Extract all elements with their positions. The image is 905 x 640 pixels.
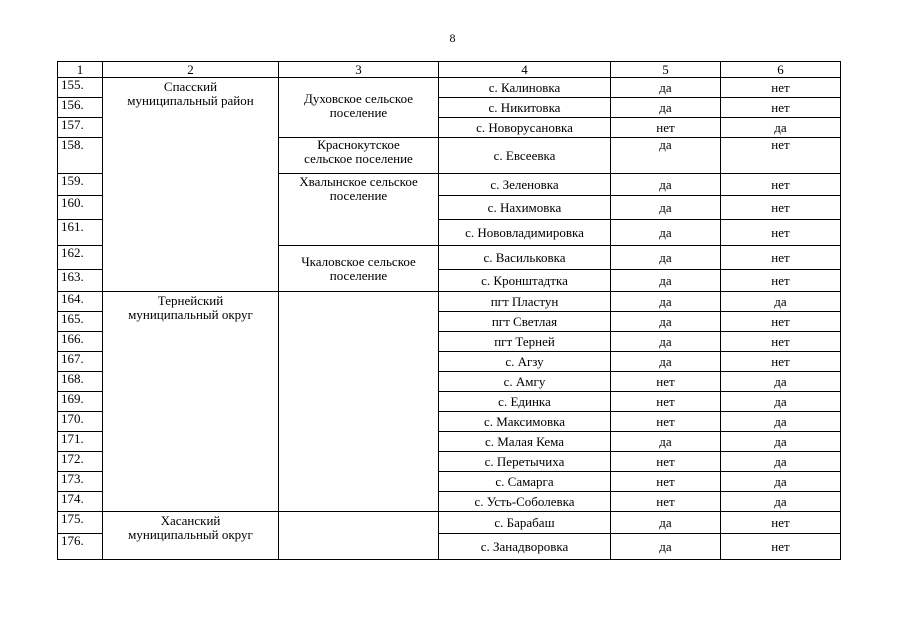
column-5-value: да	[611, 512, 721, 534]
column-6-value: нет	[721, 174, 841, 196]
locality-name: с. Занадворовка	[439, 534, 611, 560]
settlement-empty	[279, 292, 439, 512]
locality-name: с. Васильковка	[439, 246, 611, 270]
column-header: 5	[611, 62, 721, 78]
column-5-value: да	[611, 174, 721, 196]
row-number: 162.	[58, 246, 103, 270]
column-5-value: да	[611, 78, 721, 98]
column-6-value: нет	[721, 352, 841, 372]
column-6-value: да	[721, 412, 841, 432]
row-number: 155.	[58, 78, 103, 98]
page-number: 8	[449, 31, 456, 45]
column-header: 3	[279, 62, 439, 78]
column-6-value: да	[721, 432, 841, 452]
localities-table	[57, 61, 841, 560]
row-number: 173.	[58, 472, 103, 492]
column-6-value: нет	[721, 196, 841, 220]
column-6-value: нет	[721, 78, 841, 98]
column-6-value: нет	[721, 246, 841, 270]
locality-name: пгт Пластун	[439, 292, 611, 312]
column-6-value: нет	[721, 270, 841, 292]
column-5-value: да	[611, 98, 721, 118]
column-6-value: да	[721, 292, 841, 312]
table-row	[58, 292, 841, 312]
locality-name: с. Агзу	[439, 352, 611, 372]
table-header-row	[58, 62, 841, 78]
locality-name: с. Барабаш	[439, 512, 611, 534]
locality-name: с. Нахимовка	[439, 196, 611, 220]
column-header: 6	[721, 62, 841, 78]
row-number: 169.	[58, 392, 103, 412]
locality-name: с. Малая Кема	[439, 432, 611, 452]
row-number: 166.	[58, 332, 103, 352]
column-5-value: да	[611, 196, 721, 220]
column-5-value: да	[611, 246, 721, 270]
column-5-value: нет	[611, 472, 721, 492]
column-6-value: да	[721, 452, 841, 472]
locality-name: с. Амгу	[439, 372, 611, 392]
row-number: 157.	[58, 118, 103, 138]
column-6-value: нет	[721, 512, 841, 534]
locality-name: с. Калиновка	[439, 78, 611, 98]
column-6-value: нет	[721, 98, 841, 118]
locality-name: пгт Терней	[439, 332, 611, 352]
column-5-value: нет	[611, 118, 721, 138]
column-6-value: да	[721, 472, 841, 492]
row-number: 174.	[58, 492, 103, 512]
column-5-value: да	[611, 352, 721, 372]
settlement-empty	[279, 512, 439, 560]
locality-name: с. Максимовка	[439, 412, 611, 432]
row-number: 158.	[58, 138, 103, 174]
column-5-value: нет	[611, 492, 721, 512]
locality-name: с. Единка	[439, 392, 611, 412]
row-number: 160.	[58, 196, 103, 220]
row-number: 156.	[58, 98, 103, 118]
row-number: 161.	[58, 220, 103, 246]
column-header: 1	[58, 62, 103, 78]
column-5-value: да	[611, 332, 721, 352]
column-6-value: нет	[721, 332, 841, 352]
settlement-chkalovskoe: Чкаловское сельское поселение	[279, 246, 439, 292]
column-6-value: нет	[721, 312, 841, 332]
column-5-value: нет	[611, 412, 721, 432]
column-5-value: да	[611, 220, 721, 246]
locality-name: с. Перетычиха	[439, 452, 611, 472]
column-6-value: да	[721, 118, 841, 138]
district-khasansky: Хасанский муниципальный округ	[103, 512, 279, 560]
table-row	[58, 512, 841, 534]
row-number: 175.	[58, 512, 103, 534]
locality-name: с. Никитовка	[439, 98, 611, 118]
column-6-value: нет	[721, 220, 841, 246]
column-5-value: да	[611, 534, 721, 560]
column-5-value: нет	[611, 392, 721, 412]
column-6-value: да	[721, 492, 841, 512]
row-number: 170.	[58, 412, 103, 432]
column-5-value: нет	[611, 452, 721, 472]
row-number: 167.	[58, 352, 103, 372]
settlement-dukhovskoe: Духовское сельское поселение	[279, 78, 439, 138]
table-row	[58, 78, 841, 98]
column-5-value: да	[611, 432, 721, 452]
row-number: 164.	[58, 292, 103, 312]
locality-name: с. Зеленовка	[439, 174, 611, 196]
row-number: 172.	[58, 452, 103, 472]
row-number: 168.	[58, 372, 103, 392]
settlement-khvalynskoe: Хвалынское сельское поселение	[279, 174, 439, 246]
column-5-value: да	[611, 292, 721, 312]
column-header: 2	[103, 62, 279, 78]
locality-name: с. Евсеевка	[439, 138, 611, 174]
row-number: 171.	[58, 432, 103, 452]
locality-name: с. Нововладимировка	[439, 220, 611, 246]
district-spassky: Спасский муниципальный район	[103, 78, 279, 292]
column-5-value: да	[611, 270, 721, 292]
column-6-value: да	[721, 372, 841, 392]
row-number: 165.	[58, 312, 103, 332]
column-header: 4	[439, 62, 611, 78]
locality-name: пгт Светлая	[439, 312, 611, 332]
locality-name: с. Усть-Соболевка	[439, 492, 611, 512]
row-number: 159.	[58, 174, 103, 196]
column-6-value: нет	[721, 138, 841, 174]
column-6-value: да	[721, 392, 841, 412]
district-terneysky: Тернейский муниципальный округ	[103, 292, 279, 512]
row-number: 176.	[58, 534, 103, 560]
row-number: 163.	[58, 270, 103, 292]
settlement-krasnokutskoe: Краснокутское сельское поселение	[279, 138, 439, 174]
locality-name: с. Новорусановка	[439, 118, 611, 138]
locality-name: с. Самарга	[439, 472, 611, 492]
column-5-value: да	[611, 138, 721, 174]
locality-name: с. Кронштадтка	[439, 270, 611, 292]
column-5-value: нет	[611, 372, 721, 392]
column-6-value: нет	[721, 534, 841, 560]
column-5-value: да	[611, 312, 721, 332]
